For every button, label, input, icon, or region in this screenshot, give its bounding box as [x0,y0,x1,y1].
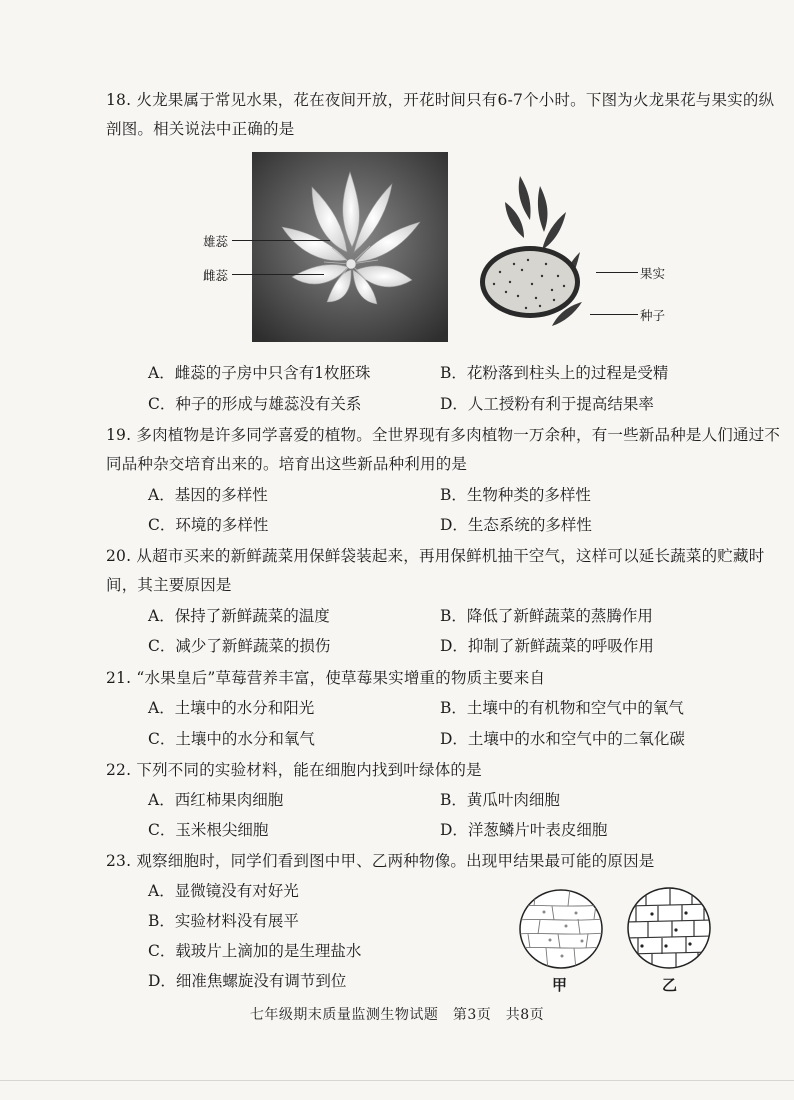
microscope-view-jia [518,888,604,970]
leader-line-pistil [232,274,324,275]
question-21-number: 21. [106,669,132,687]
q21-option-d[interactable]: D．土壤中的水和空气中的二氧化碳 [440,730,685,748]
q22-option-d[interactable]: D．洋葱鳞片叶表皮细胞 [440,821,608,839]
q19-option-a[interactable]: A．基因的多样性 [148,486,268,504]
q18-option-b[interactable]: B．花粉落到柱头上的过程是受精 [440,364,669,382]
q20-option-d[interactable]: D．抑制了新鲜蔬菜的呼吸作用 [440,637,654,655]
q20-option-c[interactable]: C．减少了新鲜蔬菜的损伤 [148,637,331,655]
question-18-stem: 火龙果属于常见水果，花在夜间开放，开花时间只有6-7个小时。下图为火龙果花与果实的纵剖图。相关说法中正确的是 [106,91,775,138]
q22-option-a[interactable]: A．西红柿果肉细胞 [148,791,284,809]
question-23-stem: 观察细胞时，同学们看到图中甲、乙两种物像。出现甲结果最可能的原因是 [136,852,655,870]
leader-line-fruit [596,272,638,273]
q19-option-b[interactable]: B．生物种类的多样性 [440,486,591,504]
microscope-view-yi [626,886,712,970]
q23-option-c[interactable]: C．载玻片上滴加的是生理盐水 [148,942,362,960]
q21-option-c[interactable]: C．土壤中的水分和氧气 [148,730,315,748]
q22-option-c[interactable]: C．玉米根尖细胞 [148,821,269,839]
q22-option-b[interactable]: B．黄瓜叶肉细胞 [440,791,560,809]
question-20-stem: 从超市买来的新鲜蔬菜用保鲜袋装起来，再用保鲜机抽干空气，这样可以延长蔬菜的贮藏时间，其主要原因是 [106,547,765,594]
q18-option-c[interactable]: C．种子的形成与雄蕊没有关系 [148,395,362,413]
question-23 [106,847,781,876]
question-18 [106,86,781,144]
question-20-number: 20. [106,547,132,565]
q19-option-c[interactable]: C．环境的多样性 [148,516,269,534]
q23-option-b[interactable]: B．实验材料没有展平 [148,912,299,930]
q20-option-b[interactable]: B．降低了新鲜蔬菜的蒸腾作用 [440,607,653,625]
question-19 [106,421,781,479]
q18-option-d[interactable]: D．人工授粉有利于提高结果率 [440,395,654,413]
label-yi: 乙 [662,976,678,994]
dragon-fruit-flower-image [252,152,448,342]
question-19-number: 19. [106,426,132,444]
q23-option-a[interactable]: A．显微镜没有对好光 [148,882,299,900]
question-22 [106,756,781,785]
question-19-stem: 多肉植物是许多同学喜爱的植物。全世界现有多肉植物一万余种，有一些新品种是人们通过不同品种杂交培育出来的。培育出这些新品种利用的是 [106,426,781,473]
label-jia: 甲 [552,976,568,994]
label-fruit: 果实 [640,266,666,281]
question-21 [106,664,781,693]
question-20 [106,542,781,600]
dragon-fruit-section-image [470,172,600,334]
label-stamen: 雄蕊 [203,234,229,249]
q19-option-d[interactable]: D．生态系统的多样性 [440,516,592,534]
q20-option-a[interactable]: A．保持了新鲜蔬菜的温度 [148,607,330,625]
q21-option-b[interactable]: B．土壤中的有机物和空气中的氧气 [440,699,684,717]
bottom-divider [0,1080,794,1081]
label-seed: 种子 [640,308,666,323]
question-23-number: 23. [106,852,132,870]
question-22-stem: 下列不同的实验材料，能在细胞内找到叶绿体的是 [136,761,482,779]
question-21-stem: “水果皇后”草莓营养丰富，使草莓果实增重的物质主要来自 [136,669,546,687]
leader-line-stamen [232,240,330,241]
q21-option-a[interactable]: A．土壤中的水分和阳光 [148,699,315,717]
label-pistil: 雌蕊 [203,268,229,283]
q18-option-a[interactable]: A．雌蕊的子房中只含有1枚胚珠 [148,364,371,382]
page-footer: 七年级期末质量监测生物试题 第3页 共8页 [249,1007,545,1023]
q23-option-d[interactable]: D．细准焦螺旋没有调节到位 [148,972,347,990]
leader-line-seed [590,314,638,315]
question-18-number: 18. [106,91,132,109]
question-22-number: 22. [106,761,132,779]
